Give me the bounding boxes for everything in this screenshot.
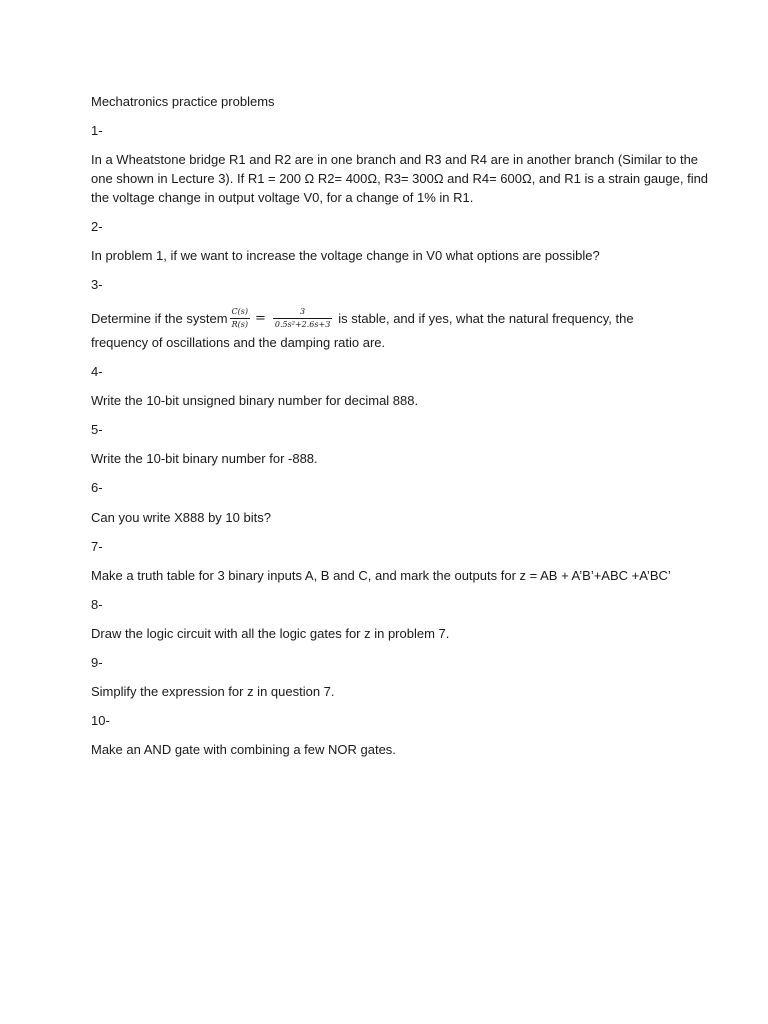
problem-7-line-1: Make a truth table for 3 binary inputs A, B and C, and mark the outputs for z = AB + A’B’+ABC +A’BC’	[91, 568, 671, 583]
problem-1-line-1: In a Wheatstone bridge R1 and R2 are in one branch and R3 and R4 are in another branch (Similar to the	[91, 152, 699, 167]
problem-1-number: 1-	[91, 123, 103, 138]
problem-9-number: 9-	[91, 655, 103, 670]
problem-7-number: 7-	[91, 539, 103, 554]
problem-4-number: 4-	[91, 364, 103, 379]
problem-10-line-1: Make an AND gate with combining a few NOR gates.	[91, 742, 396, 757]
problem-6-number: 6-	[91, 480, 103, 495]
problem-4-line-1: Write the 10-bit unsigned binary number for decimal 888.	[91, 393, 419, 408]
problem-3-line-2: frequency of oscillations and the damping ratio are.	[91, 335, 386, 350]
problem-3-number: 3-	[91, 277, 103, 292]
problem-9-line-1: Simplify the expression for z in question 7.	[91, 684, 335, 699]
problem-2-number: 2-	[91, 219, 103, 234]
lhs-denominator: R(s)	[231, 319, 248, 329]
problem-6-line-1: Can you write X888 by 10 bits?	[91, 510, 271, 525]
problem-8-line-1: Draw the logic circuit with all the logic gates for z in problem 7.	[91, 626, 450, 641]
problem-1-line-3: the voltage change in output voltage V0, for a change of 1% in R1.	[91, 190, 474, 205]
problem-3-text-after: is stable, and if yes, what the natural frequency, the	[338, 310, 634, 326]
problem-8-number: 8-	[91, 597, 103, 612]
problem-5-line-1: Write the 10-bit binary number for -888.	[91, 451, 318, 466]
problem-3-line-1	[91, 304, 634, 332]
problem-5-number: 5-	[91, 422, 103, 437]
document-title: Mechatronics practice problems	[91, 94, 275, 109]
lhs-numerator: C(s)	[231, 306, 249, 316]
problem-1-line-2: one shown in Lecture 3). If R1 = 200 Ω R2= 400Ω, R3= 300Ω and R4= 600Ω, and R1 is a strain gauge, find	[91, 171, 709, 186]
equals-sign: =	[255, 310, 266, 326]
transfer-function-rhs	[273, 307, 332, 330]
rhs-denominator: 0.5s²+2.6s+3	[274, 319, 331, 329]
problem-10-number: 10-	[91, 713, 110, 728]
rhs-numerator: 3	[300, 306, 306, 316]
transfer-function-lhs	[230, 307, 250, 330]
problem-2-line-1: In problem 1, if we want to increase the voltage change in V0 what options are possible?	[91, 248, 600, 263]
problem-3-text-before: Determine if the system	[91, 310, 228, 326]
